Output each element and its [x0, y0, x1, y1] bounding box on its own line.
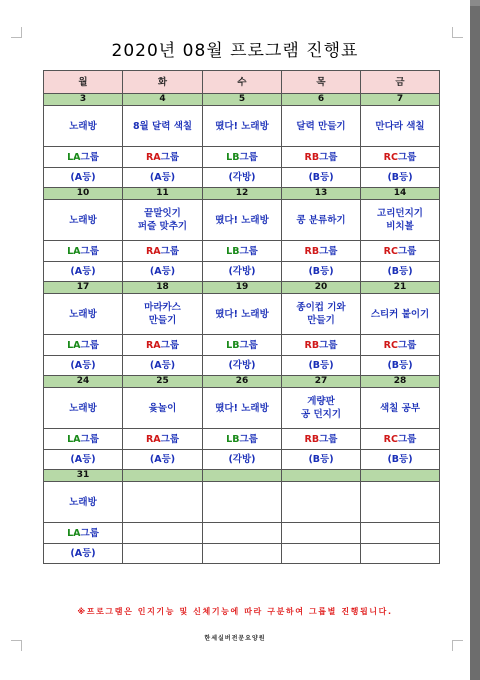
date-cell: 27: [282, 376, 361, 388]
date-row: [44, 188, 440, 200]
date-cell: 26: [203, 376, 282, 388]
activity-line: 만다라 색칠: [375, 120, 425, 132]
activity-line: 뗬다! 노래방: [215, 308, 269, 320]
room-cell: (각방): [203, 168, 282, 188]
group-cell: [361, 429, 440, 450]
activity-cell: [282, 200, 361, 241]
group-cell: [361, 241, 440, 262]
activity-line: 뗬다! 노래방: [215, 214, 269, 226]
group-suffix: 그룹: [239, 433, 258, 445]
group-suffix: 그룹: [239, 339, 258, 351]
activity-line: 퍼즐 맞추기: [137, 221, 188, 232]
room-cell: (B등): [282, 450, 361, 470]
group-cell: [44, 429, 123, 450]
date-row: [44, 376, 440, 388]
activity-cell: [203, 388, 282, 429]
group-suffix: 그룹: [160, 245, 180, 257]
group-code: RA: [145, 433, 161, 445]
activity-cell: [123, 106, 203, 147]
room-row: [44, 356, 440, 376]
page-title: 2020년 08월 프로그램 진행표: [111, 41, 359, 61]
room-cell: [282, 544, 361, 564]
activity-cell: [123, 482, 203, 523]
group-code: LB: [226, 339, 240, 351]
group-cell: [123, 523, 203, 544]
group-code: LA: [67, 339, 81, 351]
organization-name: 한세실버전문요양원: [204, 635, 266, 642]
activity-line: 노래방: [69, 496, 97, 508]
group-code: RC: [383, 245, 398, 257]
date-cell: [361, 470, 440, 482]
group-cell: [282, 241, 361, 262]
weekday-header: 목: [282, 71, 361, 94]
date-cell: 5: [203, 94, 282, 106]
group-code: RC: [383, 339, 398, 351]
group-row: [44, 335, 440, 356]
group-cell: [203, 335, 282, 356]
group-code: LA: [67, 245, 81, 257]
date-cell: 4: [123, 94, 203, 106]
activity-line: 달력 만들기: [296, 120, 346, 132]
group-code: LB: [226, 245, 240, 257]
activity-cell: [361, 294, 440, 335]
group-suffix: 그룹: [80, 433, 99, 445]
activity-line: 공 던지기: [300, 409, 341, 420]
group-code: LB: [226, 433, 240, 445]
date-cell: 14: [361, 188, 440, 200]
group-suffix: 그룹: [160, 151, 180, 163]
activity-line: 종이컵 기와: [296, 302, 346, 313]
activity-line: 콩 분류하기: [296, 214, 346, 226]
group-cell: [203, 241, 282, 262]
activity-cell: [361, 388, 440, 429]
room-cell: (A등): [123, 168, 203, 188]
activity-line: 노래방: [69, 308, 97, 320]
group-suffix: 그룹: [160, 433, 180, 445]
activity-cell: [203, 106, 282, 147]
group-code: RC: [383, 433, 398, 445]
group-cell: [282, 523, 361, 544]
date-cell: 17: [44, 282, 123, 294]
activity-cell: [282, 482, 361, 523]
group-code: LA: [67, 433, 81, 445]
activity-line: 뗬다! 노래방: [215, 402, 269, 414]
activity-cell: [44, 200, 123, 241]
date-cell: [203, 470, 282, 482]
date-cell: 18: [123, 282, 203, 294]
group-cell: [282, 147, 361, 168]
group-suffix: 그룹: [397, 245, 417, 257]
group-cell: [123, 429, 203, 450]
room-cell: (각방): [203, 450, 282, 470]
group-code: LB: [226, 151, 240, 163]
group-code: RB: [304, 245, 320, 257]
activity-line: 게량판: [307, 396, 335, 407]
activity-row: [44, 482, 440, 523]
room-cell: (A등): [44, 450, 123, 470]
activity-cell: [44, 106, 123, 147]
activity-cell: [123, 200, 203, 241]
date-row: [44, 94, 440, 106]
activity-cell: [44, 294, 123, 335]
room-cell: (A등): [44, 168, 123, 188]
activity-cell: [361, 106, 440, 147]
page-shadow: [470, 6, 480, 680]
activity-cell: [123, 388, 203, 429]
activity-cell: [282, 388, 361, 429]
group-code: RB: [304, 339, 320, 351]
date-cell: [282, 470, 361, 482]
date-row: [44, 282, 440, 294]
group-suffix: 그룹: [80, 151, 99, 163]
group-cell: [361, 335, 440, 356]
group-suffix: 그룹: [160, 339, 180, 351]
date-cell: 13: [282, 188, 361, 200]
room-cell: (각방): [203, 356, 282, 376]
room-cell: (B등): [282, 356, 361, 376]
group-cell: [123, 147, 203, 168]
room-cell: (A등): [123, 262, 203, 282]
group-cell: [44, 335, 123, 356]
weekday-header: 금: [361, 71, 440, 94]
footnote: ※프로그램은 인지기능 및 신체기능에 따라 구분하여 그룹별 진행됩니다.: [77, 607, 393, 616]
group-row: [44, 429, 440, 450]
group-code: RA: [145, 245, 161, 257]
group-row: [44, 523, 440, 544]
activity-line: 뗬다! 노래방: [215, 120, 269, 132]
activity-line: 색칠 공부: [379, 402, 420, 414]
activity-line: 끝말잇기: [144, 208, 181, 219]
group-code: RC: [383, 151, 398, 163]
date-cell: 28: [361, 376, 440, 388]
group-cell: [44, 523, 123, 544]
date-cell: 6: [282, 94, 361, 106]
activity-row: [44, 106, 440, 147]
room-row: [44, 544, 440, 564]
group-cell: [203, 429, 282, 450]
date-cell: 7: [361, 94, 440, 106]
group-row: [44, 241, 440, 262]
room-cell: [203, 544, 282, 564]
group-suffix: 그룹: [397, 433, 417, 445]
activity-line: 마라카스: [144, 302, 181, 313]
room-cell: (A등): [44, 356, 123, 376]
schedule-table: [43, 70, 440, 564]
date-cell: 10: [44, 188, 123, 200]
room-cell: (각방): [203, 262, 282, 282]
weekday-header: 수: [203, 71, 282, 94]
room-cell: (B등): [361, 262, 440, 282]
activity-cell: [44, 388, 123, 429]
room-cell: (B등): [361, 168, 440, 188]
date-cell: 3: [44, 94, 123, 106]
activity-line: 만들기: [148, 315, 177, 326]
room-cell: (A등): [123, 450, 203, 470]
activity-cell: [123, 294, 203, 335]
room-cell: (A등): [123, 356, 203, 376]
date-cell: 24: [44, 376, 123, 388]
activity-line: 노래방: [69, 214, 97, 226]
activity-cell: [203, 482, 282, 523]
activity-cell: [44, 482, 123, 523]
group-suffix: 그룹: [80, 245, 99, 257]
activity-line: 만들기: [307, 315, 335, 326]
room-cell: (B등): [361, 450, 440, 470]
date-cell: 25: [123, 376, 203, 388]
group-suffix: 그룹: [239, 245, 258, 257]
activity-line: 노래방: [69, 120, 97, 132]
room-cell: (B등): [282, 168, 361, 188]
group-code: LA: [67, 151, 81, 163]
group-suffix: 그룹: [397, 151, 417, 163]
date-cell: 21: [361, 282, 440, 294]
weekday-header: 월: [44, 71, 123, 94]
activity-line: 노래방: [69, 402, 97, 414]
date-row: [44, 470, 440, 482]
group-suffix: 그룹: [397, 339, 417, 351]
date-cell: 12: [203, 188, 282, 200]
activity-row: [44, 388, 440, 429]
group-cell: [282, 335, 361, 356]
group-code: RA: [145, 151, 161, 163]
activity-line: 비치볼: [386, 221, 414, 232]
group-suffix: 그룹: [319, 339, 338, 351]
group-cell: [123, 241, 203, 262]
group-suffix: 그룹: [80, 339, 99, 351]
room-cell: (A등): [44, 262, 123, 282]
group-row: [44, 147, 440, 168]
group-code: RB: [304, 151, 320, 163]
date-cell: 19: [203, 282, 282, 294]
group-cell: [203, 523, 282, 544]
activity-row: [44, 294, 440, 335]
group-code: RB: [304, 433, 320, 445]
group-cell: [361, 523, 440, 544]
room-cell: [123, 544, 203, 564]
activity-cell: [203, 200, 282, 241]
room-row: [44, 450, 440, 470]
group-suffix: 그룹: [239, 151, 258, 163]
group-suffix: 그룹: [319, 433, 338, 445]
date-cell: 31: [44, 470, 123, 482]
group-cell: [361, 147, 440, 168]
group-suffix: 그룹: [319, 151, 338, 163]
activity-line: 8월 달력 색칠: [132, 120, 193, 132]
activity-cell: [361, 200, 440, 241]
activity-cell: [361, 482, 440, 523]
room-cell: (B등): [282, 262, 361, 282]
activity-cell: [282, 294, 361, 335]
room-cell: (A등): [44, 544, 123, 564]
group-cell: [44, 147, 123, 168]
activity-cell: [282, 106, 361, 147]
room-cell: (B등): [361, 356, 440, 376]
group-cell: [203, 147, 282, 168]
group-cell: [123, 335, 203, 356]
room-cell: [361, 544, 440, 564]
activity-line: 윷놀이: [148, 402, 177, 414]
activity-row: [44, 200, 440, 241]
group-suffix: 그룹: [319, 245, 338, 257]
group-cell: [282, 429, 361, 450]
group-code: LA: [67, 527, 81, 539]
date-cell: 20: [282, 282, 361, 294]
activity-line: 스티커 붙이기: [370, 308, 430, 320]
room-row: [44, 168, 440, 188]
group-code: RA: [145, 339, 161, 351]
activity-cell: [203, 294, 282, 335]
date-cell: [123, 470, 203, 482]
weekday-header-row: [44, 71, 440, 94]
group-cell: [44, 241, 123, 262]
weekday-header: 화: [123, 71, 203, 94]
date-cell: 11: [123, 188, 203, 200]
activity-line: 고리던지기: [377, 208, 423, 219]
group-suffix: 그룹: [80, 527, 99, 539]
room-row: [44, 262, 440, 282]
